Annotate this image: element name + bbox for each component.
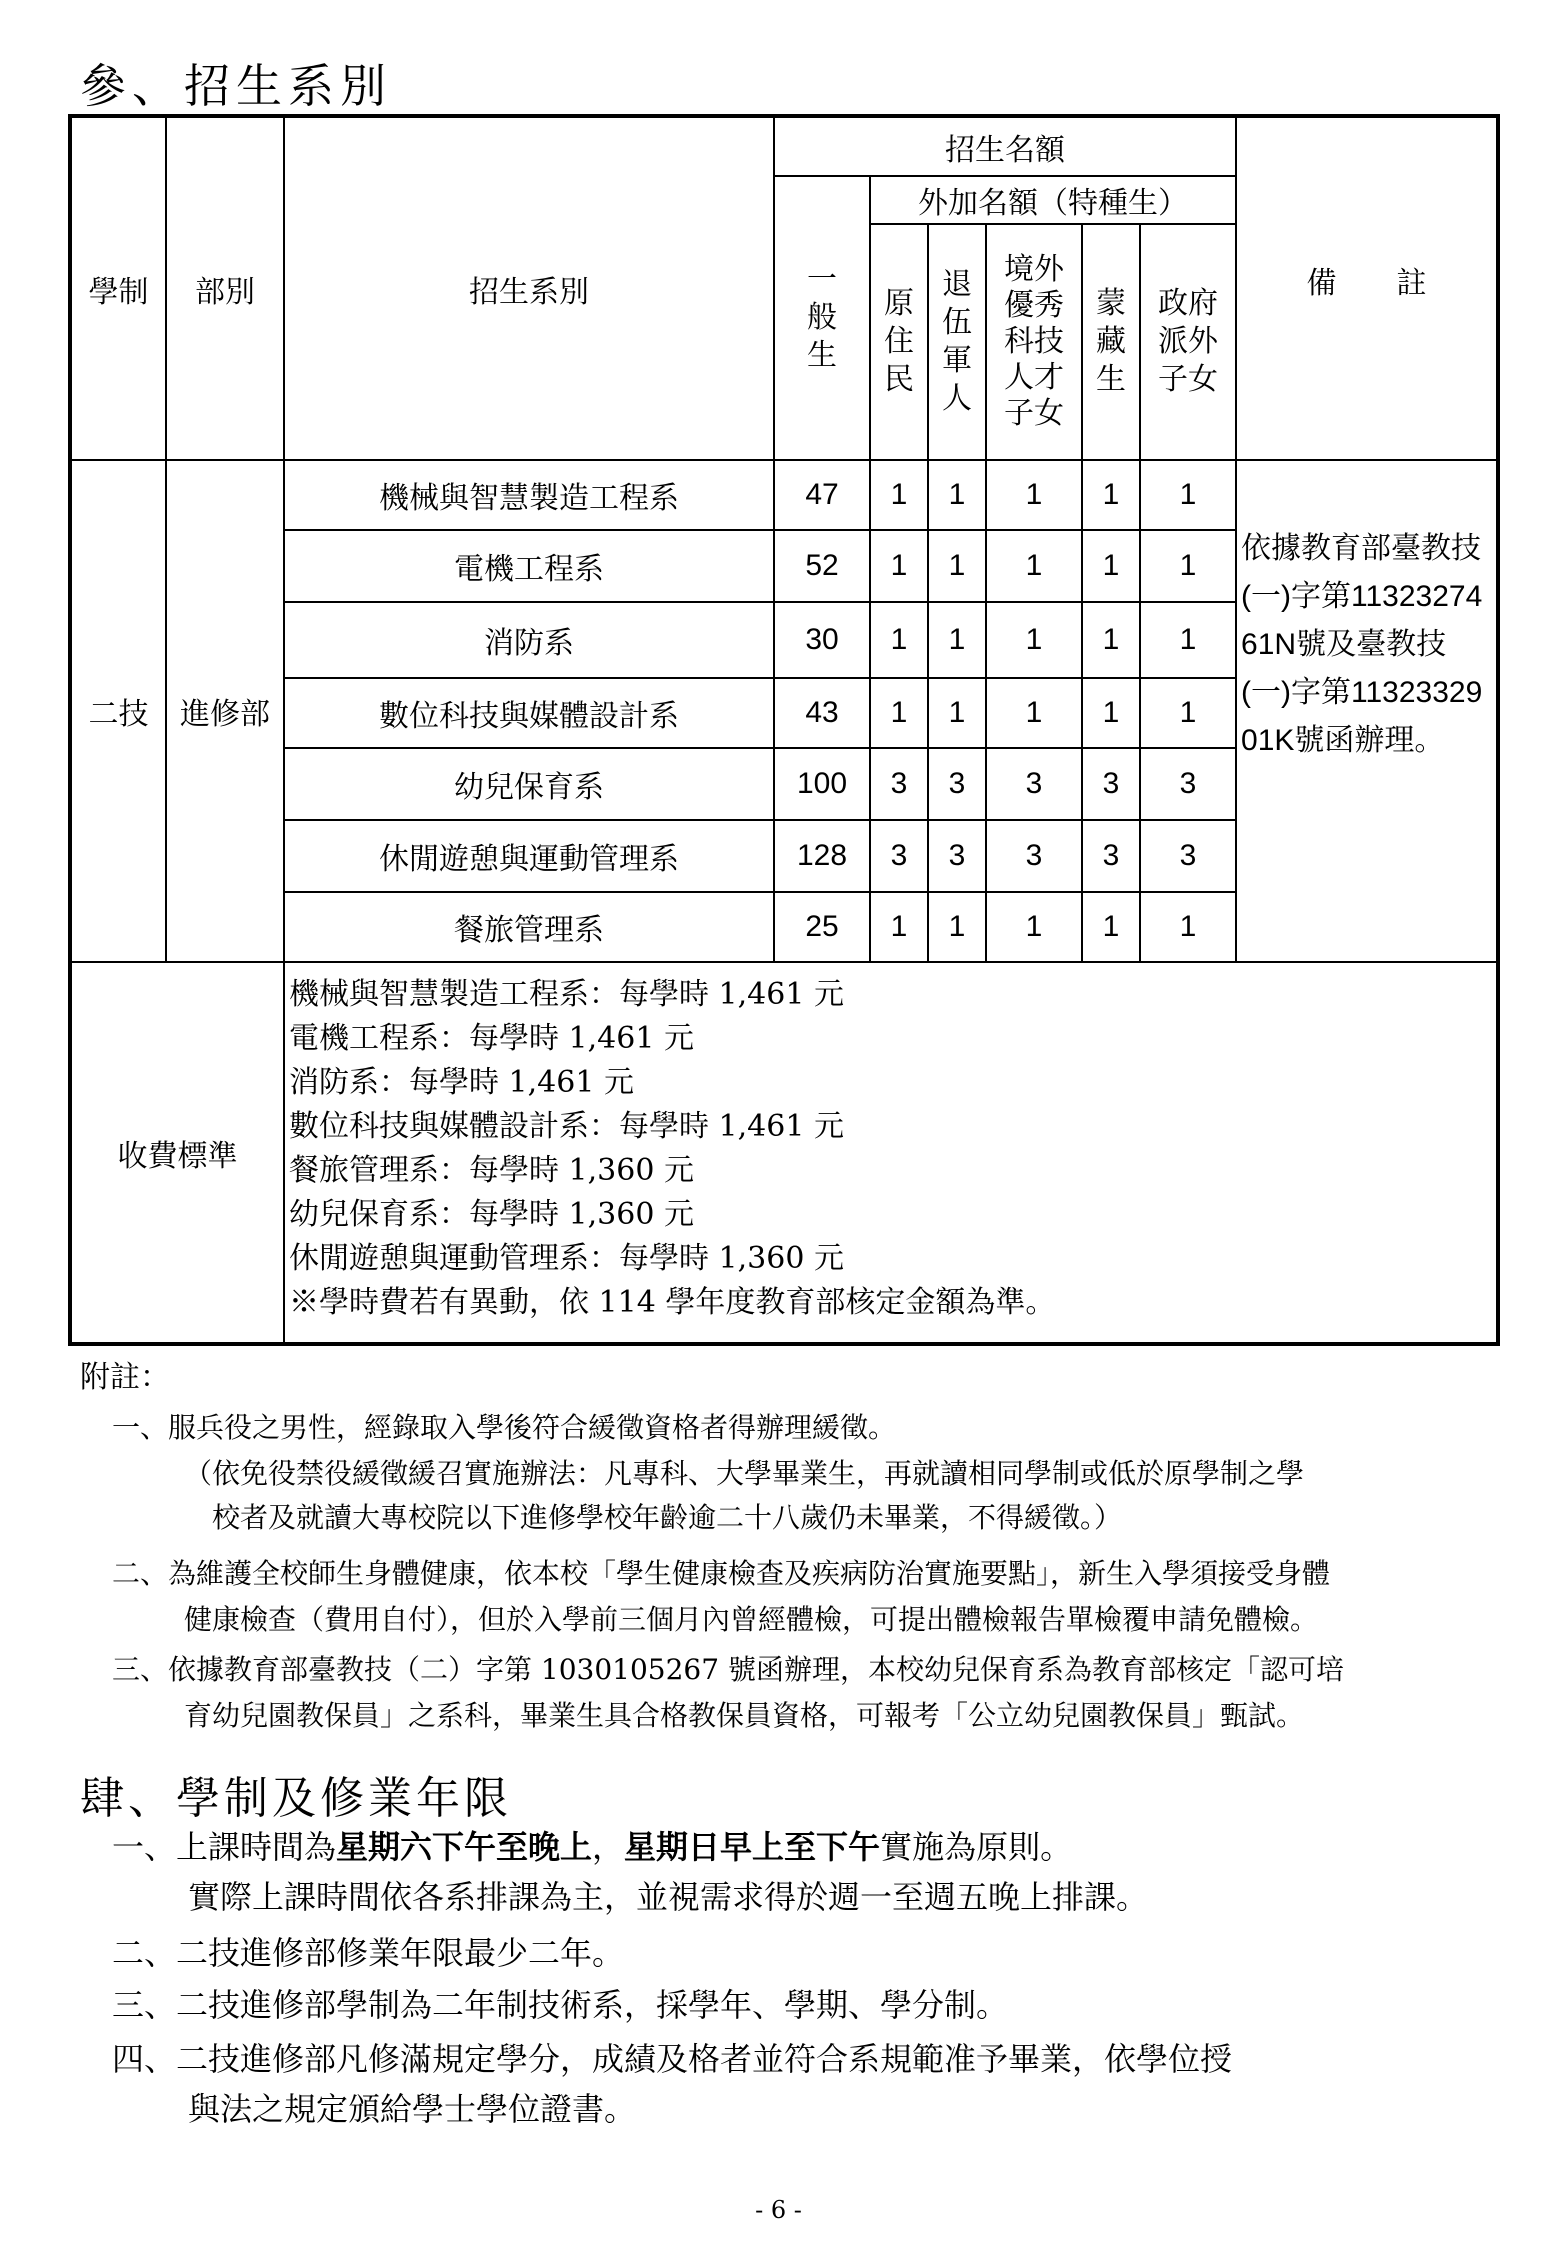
dept-cell: 幼兒保育系 [284, 748, 774, 820]
veteran-cell: 1 [928, 892, 986, 962]
note-3-cont: 育幼兒園教保員」之系科，畢業生具合格教保員資格，可報考「公立幼兒園教保員」甄試。 [184, 1699, 1305, 1732]
general-cell: 100 [774, 748, 870, 820]
header-indigenous: 原住民 [870, 224, 928, 460]
fee-line: 幼兒保育系：每學時 1,360 元 [289, 1197, 694, 1232]
note-3: 三、依據教育部臺教技（二）字第 1030105267 號函辦理，本校幼兒保育系為教育部核定「認可培 [112, 1653, 1344, 1686]
note-2-cont: 健康檢查（費用自付），但於入學前三個月內曾經體檢，可提出體檢報告單檢覆申請免體檢。 [184, 1603, 1319, 1636]
dept-cell: 機械與智慧製造工程系 [284, 460, 774, 530]
gov-cell: 3 [1140, 820, 1236, 892]
dept-cell: 休閒遊憩與運動管理系 [284, 820, 774, 892]
mongol-tibet-cell: 3 [1082, 748, 1140, 820]
veteran-cell: 1 [928, 530, 986, 602]
bold-text: 星期六下午至晚上 [336, 1828, 593, 1866]
overseas-cell: 1 [986, 530, 1082, 602]
header-department: 招生系別 [284, 116, 774, 460]
header-gov-dispatched: 政府派外子女 [1140, 224, 1236, 460]
page-number: - 6 - [755, 2196, 802, 2224]
mongol-tibet-cell: 1 [1082, 892, 1140, 962]
general-cell: 30 [774, 602, 870, 678]
gov-cell: 3 [1140, 748, 1236, 820]
header-remarks: 備 註 [1236, 116, 1498, 460]
section-4-item-4: 四、二技進修部凡修滿規定學分，成績及格者並符合系規範准予畢業，依學位授 [112, 2040, 1233, 2078]
dept-cell: 消防系 [284, 602, 774, 678]
header-overseas: 境外優秀科技人才子女 [986, 224, 1082, 460]
section-title: 參、招生系別 [80, 59, 392, 113]
fee-standard [284, 962, 1498, 1344]
fee-line: 電機工程系：每學時 1,461 元 [289, 1021, 694, 1056]
header-extra-quota: 外加名額（特種生） [870, 176, 1236, 224]
overseas-cell: 3 [986, 748, 1082, 820]
section-4-title: 肆、學制及修業年限 [80, 1773, 512, 1824]
indigenous-cell: 3 [870, 748, 928, 820]
fee-line: 機械與智慧製造工程系：每學時 1,461 元 [289, 977, 844, 1012]
note-1: 一、服兵役之男性，經錄取入學後符合緩徵資格者得辦理緩徵。 [112, 1411, 897, 1444]
veteran-cell: 1 [928, 460, 986, 530]
general-cell: 47 [774, 460, 870, 530]
fee-line: 消防系：每學時 1,461 元 [289, 1065, 634, 1100]
general-cell: 52 [774, 530, 870, 602]
gov-cell: 1 [1140, 602, 1236, 678]
header-system: 學制 [70, 116, 166, 460]
mongol-tibet-cell: 3 [1082, 820, 1140, 892]
table-row [70, 460, 1498, 530]
section-4-item-3: 三、二技進修部學制為二年制技術系，採學年、學期、學分制。 [112, 1986, 1009, 2024]
system-cell: 二技 [70, 460, 166, 962]
fee-line: 數位科技與媒體設計系：每學時 1,461 元 [289, 1109, 844, 1144]
fee-label: 收費標準 [70, 962, 284, 1344]
gov-cell: 1 [1140, 892, 1236, 962]
note-2: 二、為維護全校師生身體健康，依本校「學生健康檢查及疾病防治實施要點」，新生入學須接受身體 [112, 1557, 1331, 1590]
indigenous-cell: 1 [870, 892, 928, 962]
mongol-tibet-cell: 1 [1082, 530, 1140, 602]
notes-heading: 附註： [80, 1360, 170, 1395]
veteran-cell: 1 [928, 602, 986, 678]
gov-cell: 1 [1140, 678, 1236, 748]
general-cell: 25 [774, 892, 870, 962]
indigenous-cell: 3 [870, 820, 928, 892]
fee-note: ※學時費若有異動，依 114 學年度教育部核定金額為準。 [289, 1285, 1056, 1320]
indigenous-cell: 1 [870, 460, 928, 530]
note-1-detail-cont: 校者及就讀大專校院以下進修學校年齡逾二十八歲仍未畢業，不得緩徵。） [212, 1501, 1123, 1534]
dept-cell: 數位科技與媒體設計系 [284, 678, 774, 748]
enrollment-table [68, 114, 1500, 1346]
gov-cell: 1 [1140, 460, 1236, 530]
dept-cell: 餐旅管理系 [284, 892, 774, 962]
gov-cell: 1 [1140, 530, 1236, 602]
division-cell: 進修部 [166, 460, 284, 962]
header-quota: 招生名額 [774, 116, 1236, 176]
section-4-item-4-cont: 與法之規定頒給學士學位證書。 [188, 2090, 637, 2128]
overseas-cell: 1 [986, 892, 1082, 962]
mongol-tibet-cell: 1 [1082, 460, 1140, 530]
section-4-item-1-cont: 實際上課時間依各系排課為主，並視需求得於週一至週五晚上排課。 [188, 1878, 1149, 1916]
section-4-item-2: 二、二技進修部修業年限最少二年。 [112, 1934, 625, 1972]
mongol-tibet-cell: 1 [1082, 678, 1140, 748]
overseas-cell: 1 [986, 678, 1082, 748]
header-general: 一般生 [774, 176, 870, 460]
veteran-cell: 3 [928, 748, 986, 820]
header-mongol-tibet: 蒙藏生 [1082, 224, 1140, 460]
veteran-cell: 3 [928, 820, 986, 892]
general-cell: 128 [774, 820, 870, 892]
general-cell: 43 [774, 678, 870, 748]
indigenous-cell: 1 [870, 530, 928, 602]
header-division: 部別 [166, 116, 284, 460]
overseas-cell: 1 [986, 602, 1082, 678]
overseas-cell: 1 [986, 460, 1082, 530]
header-veteran: 退伍軍人 [928, 224, 986, 460]
bold-text: 星期日早上至下午 [624, 1828, 881, 1866]
remarks-cell: 依據教育部臺教技(一)字第1132327461N號及臺教技(一)字第1132332901K號函辦理。 [1236, 460, 1498, 962]
mongol-tibet-cell: 1 [1082, 602, 1140, 678]
indigenous-cell: 1 [870, 678, 928, 748]
fee-line: 休閒遊憩與運動管理系：每學時 1,360 元 [289, 1241, 844, 1276]
overseas-cell: 3 [986, 820, 1082, 892]
dept-cell: 電機工程系 [284, 530, 774, 602]
section-4-item-1: 一、上課時間為星期六下午至晚上，星期日早上至下午實施為原則。 [112, 1828, 1073, 1866]
veteran-cell: 1 [928, 678, 986, 748]
note-1-detail: （依免役禁役緩徵緩召實施辦法：凡專科、大學畢業生，再就讀相同學制或低於原學制之學 [184, 1457, 1305, 1490]
fee-line: 餐旅管理系：每學時 1,360 元 [289, 1153, 694, 1188]
indigenous-cell: 1 [870, 602, 928, 678]
